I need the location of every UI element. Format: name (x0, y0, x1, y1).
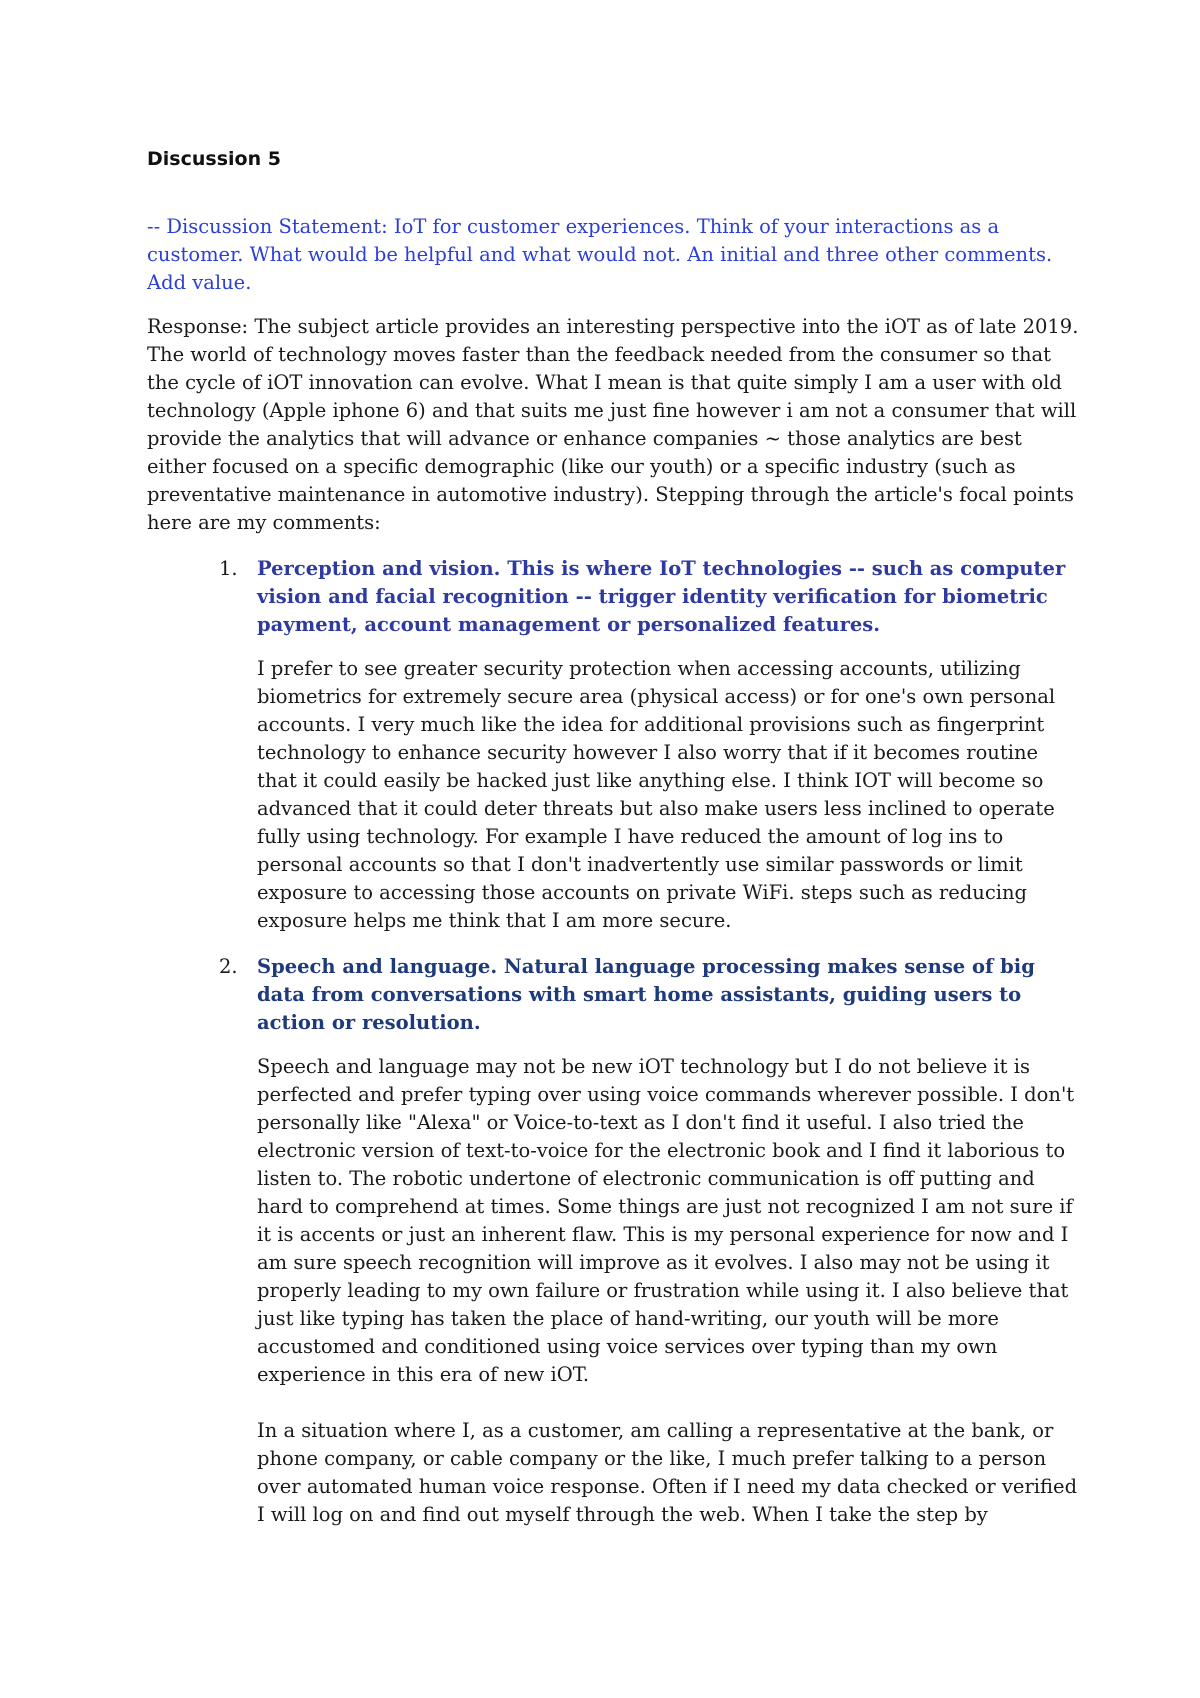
document-content (147, 145, 1082, 1547)
response-paragraph: Response: The subject article provides an interesting perspective into the iOT as of late 2019. The world of technology moves faster than the feedback needed from the consumer so that the cycle of iOT innovation can evolve. What I mean is that quite simply I am a user with old technology (Apple iphone 6) and that suits me just fine however i am not a consumer that will provide the analytics that will advance or enhance companies ~ those analytics are best either focused on a specific demographic (like our youth) or a specific industry (such as preventative maintenance in automotive industry). Stepping through the article's focal points here are my comments: (147, 315, 1079, 534)
focal-points-list (147, 555, 1082, 1529)
list-item (147, 953, 1082, 1529)
list-item-number: 1. (219, 557, 238, 580)
document-title: Discussion 5 (147, 148, 281, 170)
list-item-number: 2. (219, 955, 238, 978)
discussion-statement: -- Discussion Statement: IoT for customer experiences. Think of your interactions as a customer. What would be helpful and what would not. An initial and three other comments. Add value. (147, 215, 1053, 294)
point-comment-paragraph: In a situation where I, as a customer, am calling a representative at the bank, or phone company, or cable company or the like, I much prefer talking to a person over automated human voice response. Often if I need my data checked or verified I will log on and find out myself through the web. When I take the step by (257, 1419, 1078, 1526)
point-heading-perception: Perception and vision. This is where IoT technologies -- such as computer vision and facial recognition -- trigger identity verification for biometric payment, account management or personalized features. (257, 557, 1066, 636)
point-heading-speech: Speech and language. Natural language processing makes sense of big data from conversations with smart home assistants, guiding users to action or resolution. (257, 955, 1035, 1034)
list-item (147, 555, 1082, 935)
point-comment-paragraph: Speech and language may not be new iOT technology but I do not believe it is perfected and prefer typing over using voice commands wherever possible. I don't personally like "Alexa" or Voice-to-text as I don't find it useful. I also tried the electronic version of text-to-voice for the electronic book and I find it laborious to listen to. The robotic undertone of electronic communication is off putting and hard to comprehend at times. Some things are just not recognized I am not sure if it is accents or just an inherent flaw. This is my personal experience for now and I am sure speech recognition will improve as it evolves. I also may not be using it properly leading to my own failure or frustration while using it. I also believe that just like typing has taken the place of hand-writing, our youth will be more accustomed and conditioned using voice services over typing than my own experience in this era of new iOT. (257, 1055, 1075, 1386)
point-comment-paragraph: I prefer to see greater security protection when accessing accounts, utilizing biometrics for extremely secure area (physical access) or for one's own personal accounts. I very much like the idea for additional provisions such as fingerprint technology to enhance security however I also worry that if it becomes routine that it could easily be hacked just like anything else. I think IOT will become so advanced that it could deter threats but also make users less inclined to operate fully using technology. For example I have reduced the amount of log ins to personal accounts so that I don't inadvertently use similar passwords or limit exposure to accessing those accounts on private WiFi. steps such as reducing exposure helps me think that I am more secure. (257, 657, 1056, 932)
